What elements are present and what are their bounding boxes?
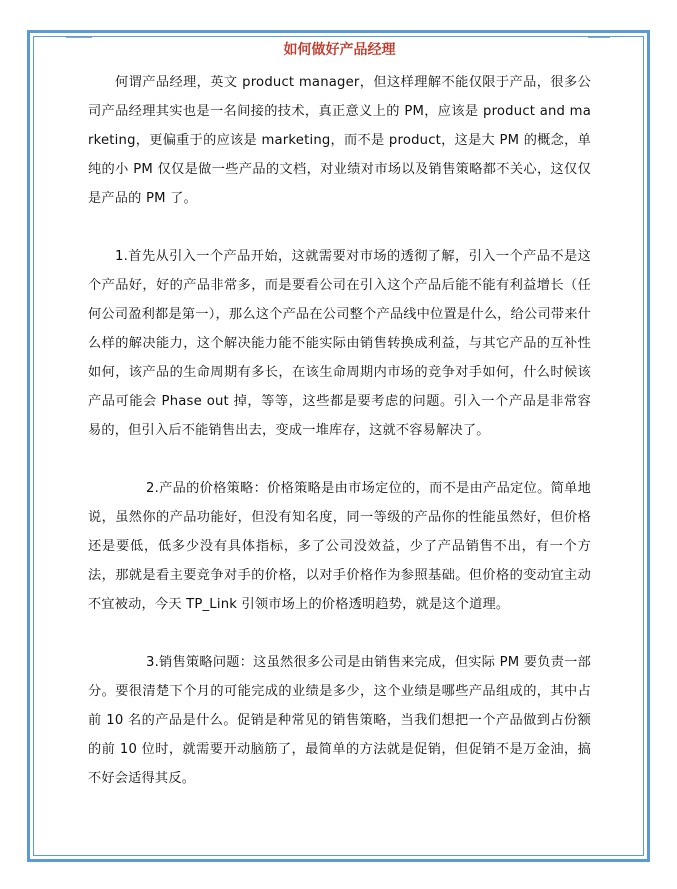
corner-mark-top-right	[588, 37, 610, 38]
corner-mark-top-left	[66, 37, 92, 38]
paragraph-pricing-strategy: 2.产品的价格策略：价格策略是由市场定位的，而不是由产品定位。简单地说，虽然你的产品功能好，但没有知名度，同一等级的产品你的性能虽然好，但价格还是要低，低多少没有具体指标，多了公司没效益，少了产品销售不出，有一个方法，那就是看主要竞争对手的价格，以对手价格作为参照基础。但价格的变动宜主动不宜被动，今天 TP_Link 引领市场上的价格透明趋势，就是这个道理。	[88, 481, 591, 612]
paragraph-intro: 何谓产品经理，英文 product manager，但这样理解不能仅限于产品，很多公司产品经理其实也是一名间接的技术，真正意义上的 PM，应该是 product and marketing，更偏重于的应该是 marketing，而不是 product，这是大 PM 的概念，单纯的小 PM 仅仅是做一些产品的文档，对业绩对市场以及销售策略都不关心，这仅仅是产品的 PM 了。	[88, 75, 591, 206]
document-body	[88, 40, 591, 793]
paragraph-product-introduction: 1.首先从引入一个产品开始，这就需要对市场的透彻了解，引入一个产品不是这个产品好，好的产品非常多，而是要看公司在引入这个产品后能不能有利益增长（任何公司盈利都是第一），那么这个产品在公司整个产品线中位置是什么，给公司带来什么样的解决能力，这个解决能力能不能实际由销售转换成利益，与其它产品的互补性如何，该产品的生命周期有多长，在该生命周期内市场的竞争对手如何，什么时候该产品可能会 Phase out 掉，等等，这些都是要考虑的问题。引入一个产品是非常容易的，但引入后不能销售出去，变成一堆库存，这就不容易解决了。	[88, 249, 591, 438]
paragraph-sales-strategy: 3.销售策略问题：这虽然很多公司是由销售来完成，但实际 PM 要负责一部分。要很清楚下个月的可能完成的业绩是多少，这个业绩是哪些产品组成的，其中占前 10 名的产品是什么。促销是种常见的销售策略，当我们想把一个产品做到占份额的前 10 位时，就需要开动脑筋了，最简单的方法就是促销，但促销不是万金油，搞不好会适得其反。	[88, 655, 591, 786]
document-title: 如何做好产品经理	[283, 42, 396, 58]
